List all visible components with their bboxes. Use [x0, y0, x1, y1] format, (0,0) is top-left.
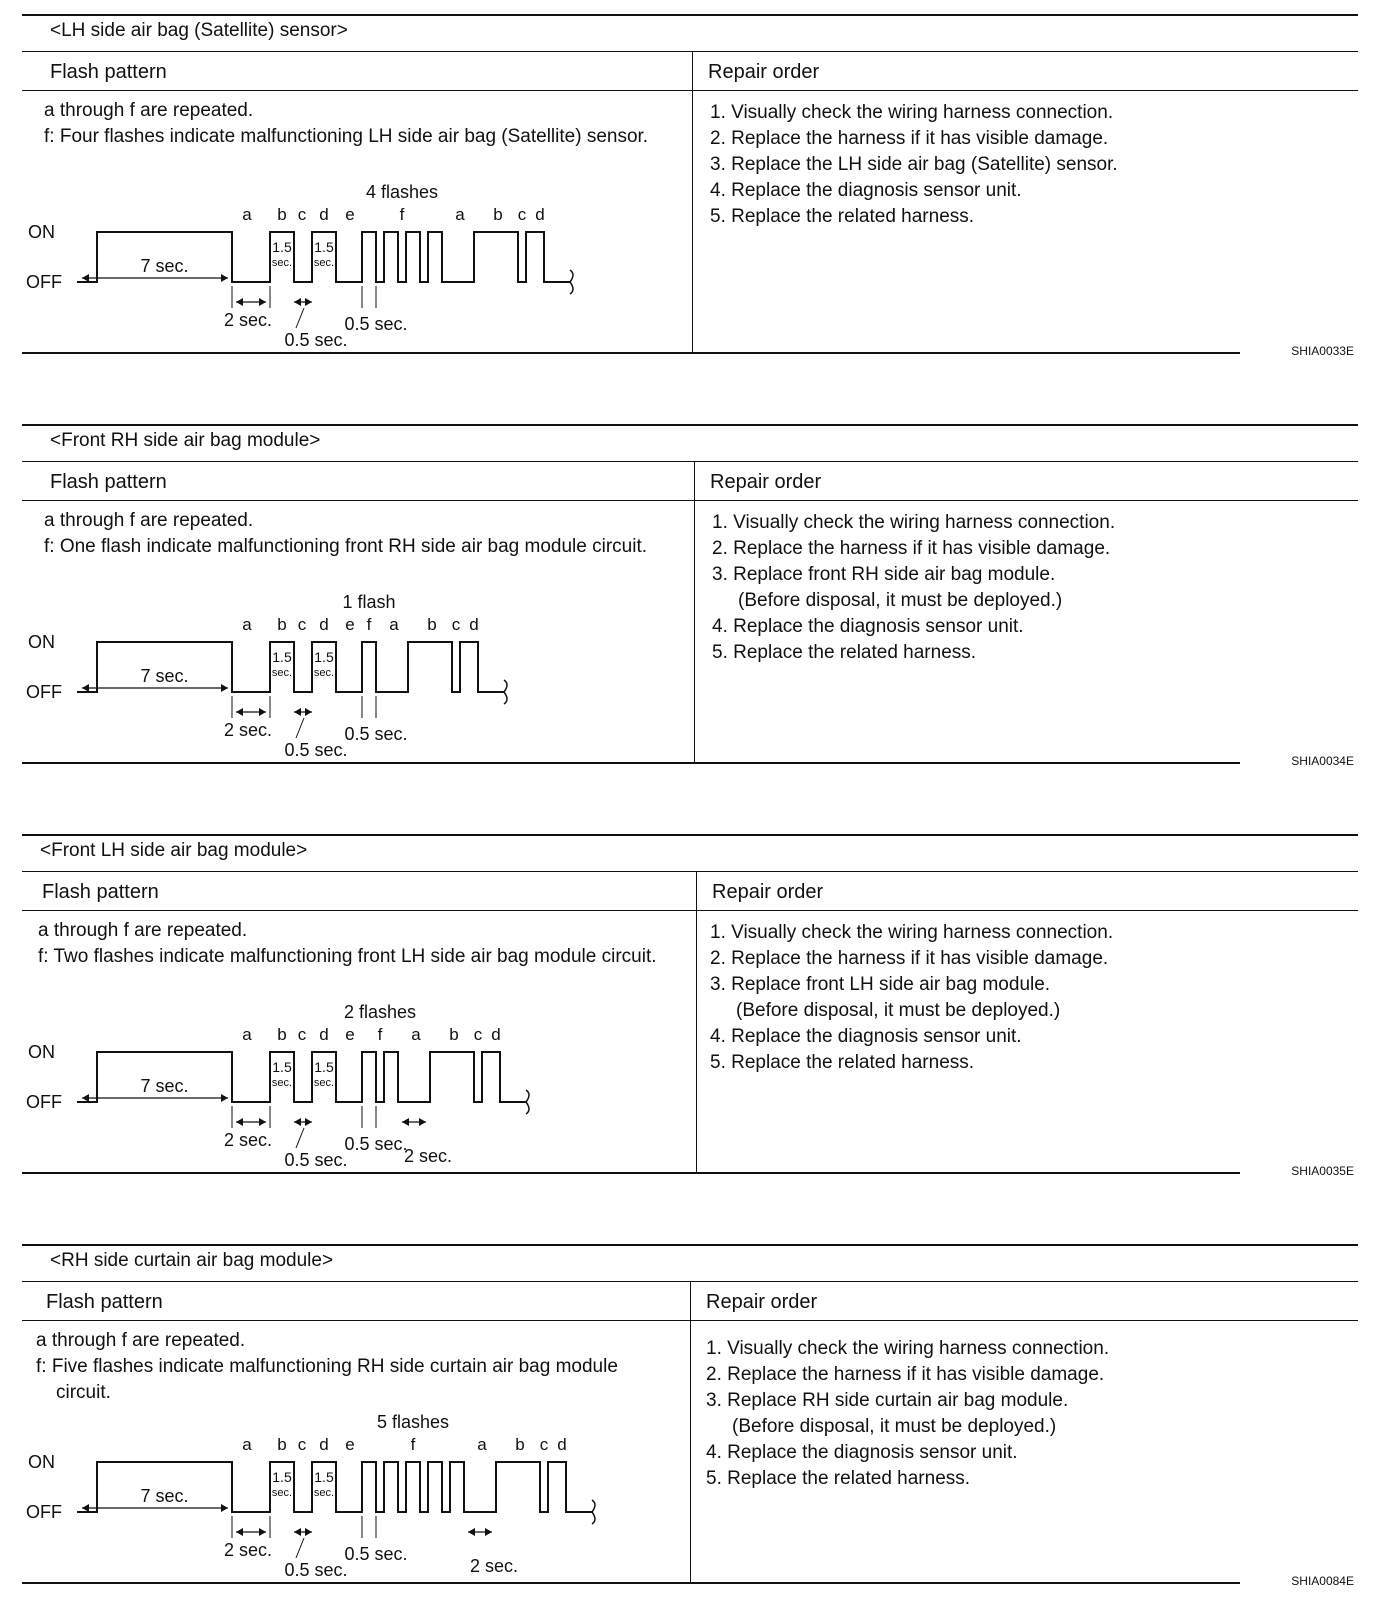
column-divider: [696, 871, 697, 1172]
repair-step: 4. Replace the diagnosis sensor unit.: [710, 1026, 1022, 1047]
repair-step: 1. Visually check the wiring harness connection.: [710, 922, 1114, 943]
repair-order-list: [706, 1336, 1109, 1492]
state-off-label: OFF: [26, 1092, 62, 1112]
repair-step: 5. Replace the related harness.: [706, 1468, 971, 1489]
bottom-rule: [22, 352, 1240, 354]
state-on-label: ON: [28, 1042, 55, 1062]
duration-label: 2 sec.: [469, 1556, 519, 1576]
arrow-head: [236, 1528, 243, 1536]
panel-title: <LH side air bag (Satellite) sensor>: [50, 20, 348, 41]
description-line: a through f are repeated.: [44, 100, 254, 121]
arrow-head: [82, 684, 89, 692]
flash-description: [44, 508, 684, 560]
duration-label: sec.: [313, 257, 335, 269]
figure-code: SHIA0033E: [1291, 344, 1354, 358]
repair-step: 5. Replace the related harness.: [710, 206, 975, 227]
segment-label: f: [377, 1025, 383, 1044]
arrow-head: [419, 1118, 426, 1126]
break-mark: [526, 1090, 529, 1114]
flash-count-label: 5 flashes: [376, 1412, 450, 1432]
arrow-head: [259, 298, 266, 306]
repair-step: 4. Replace the diagnosis sensor unit.: [706, 1442, 1018, 1463]
arrow-head: [294, 1118, 301, 1126]
figure-code: SHIA0084E: [1291, 1574, 1354, 1588]
title-rule: [22, 871, 1358, 872]
description-f-line: f: Four flashes indicate malfunctioning LH side air bag (Satellite) sensor.: [44, 126, 649, 147]
arrow-head: [236, 708, 243, 716]
segment-label: d: [557, 1435, 567, 1454]
arrow-head: [82, 274, 89, 282]
panel-title: <Front LH side air bag module>: [40, 840, 308, 861]
state-on-label: ON: [28, 1452, 55, 1472]
repair-step: 3. Replace front RH side air bag module.: [712, 564, 1056, 585]
arrow-head: [221, 684, 228, 692]
figure-code: SHIA0034E: [1291, 754, 1354, 768]
duration-label: 0.5 sec.: [344, 1544, 408, 1564]
duration-label: sec.: [313, 1077, 335, 1089]
flash-count-label: 2 flashes: [343, 1002, 417, 1022]
arrow-head: [305, 1118, 312, 1126]
duration-label: 2 sec.: [223, 720, 273, 740]
repair-order-header: Repair order: [706, 1291, 818, 1313]
segment-label: d: [491, 1025, 501, 1044]
flash-pattern-diagram: [22, 182, 662, 354]
panel-lh-side-satellite-sensor: [22, 14, 1358, 362]
segment-label: c: [451, 615, 461, 634]
segment-label: c: [297, 205, 307, 224]
bottom-rule: [22, 762, 1240, 764]
arrow-head: [82, 1504, 89, 1512]
flash-description: [38, 918, 678, 970]
segment-label: e: [345, 205, 355, 224]
duration-label: 1.5: [272, 649, 292, 665]
duration-label: 2 sec.: [223, 1130, 273, 1150]
title-rule: [22, 51, 1358, 52]
leader-line: [296, 308, 304, 328]
segment-label: f: [410, 1435, 416, 1454]
bottom-rule: [22, 1172, 1240, 1174]
panel-title: <RH side curtain air bag module>: [50, 1250, 334, 1271]
column-divider: [692, 51, 693, 352]
description-f-line: f: One flash indicate malfunctioning front RH side air bag module circuit.: [44, 536, 648, 557]
break-mark: [570, 270, 573, 294]
segment-label: a: [389, 615, 399, 634]
description-f-line: f: Five flashes indicate malfunctioning RH side curtain air bag module circuit.: [36, 1356, 618, 1403]
segment-label: c: [473, 1025, 483, 1044]
header-rule: [22, 500, 1358, 501]
panel-title: <Front RH side air bag module>: [50, 430, 321, 451]
segment-label: a: [411, 1025, 421, 1044]
segment-label: d: [319, 205, 329, 224]
panel-front-rh-side-air-bag-module: [22, 424, 1358, 772]
segment-label: b: [277, 1025, 287, 1044]
segment-label: b: [493, 205, 503, 224]
segment-label: d: [319, 1025, 329, 1044]
segment-label: e: [345, 1435, 355, 1454]
panel-front-lh-side-air-bag-module: [22, 834, 1358, 1182]
segment-label: c: [539, 1435, 549, 1454]
duration-label: 7 sec.: [140, 1076, 189, 1096]
repair-order-list: [710, 920, 1113, 1076]
duration-label: 0.5 sec.: [284, 740, 348, 760]
state-off-label: OFF: [26, 1502, 62, 1522]
segment-label: c: [297, 615, 307, 634]
panel-rh-side-curtain-air-bag-module: [22, 1244, 1358, 1592]
arrow-head: [305, 708, 312, 716]
repair-step: 4. Replace the diagnosis sensor unit.: [712, 616, 1024, 637]
flash-pattern-header: Flash pattern: [46, 1291, 163, 1313]
repair-order-header: Repair order: [708, 61, 820, 83]
top-rule: [22, 424, 1358, 426]
segment-label: a: [242, 1025, 252, 1044]
repair-step: 1. Visually check the wiring harness connection.: [710, 102, 1114, 123]
segment-label: a: [242, 615, 252, 634]
repair-step-note: (Before disposal, it must be deployed.): [732, 1416, 1057, 1437]
break-mark: [504, 680, 507, 704]
flash-pattern-diagram: [22, 1002, 662, 1174]
header-rule: [22, 910, 1358, 911]
repair-step: 2. Replace the harness if it has visible damage.: [712, 538, 1111, 559]
duration-label: 1.5: [272, 239, 292, 255]
duration-label: sec.: [271, 257, 293, 269]
duration-label: 7 sec.: [140, 1486, 189, 1506]
arrow-head: [402, 1118, 409, 1126]
repair-order-list: [712, 510, 1115, 666]
segment-label: e: [345, 1025, 355, 1044]
segment-label: d: [535, 205, 545, 224]
title-rule: [22, 461, 1358, 462]
arrow-head: [259, 1118, 266, 1126]
repair-order-header: Repair order: [710, 471, 822, 493]
segment-label: f: [366, 615, 372, 634]
repair-step: 3. Replace the LH side air bag (Satellite) sensor.: [710, 154, 1118, 175]
duration-label: sec.: [271, 667, 293, 679]
header-rule: [22, 90, 1358, 91]
flash-count-label: 4 flashes: [365, 182, 439, 202]
top-rule: [22, 834, 1358, 836]
arrow-head: [82, 1094, 89, 1102]
segment-label: e: [345, 615, 355, 634]
duration-label: 1.5: [314, 649, 334, 665]
duration-label: 7 sec.: [140, 256, 189, 276]
segment-label: b: [277, 205, 287, 224]
state-on-label: ON: [28, 222, 55, 242]
description-line: a through f are repeated.: [44, 510, 254, 531]
segment-label: d: [469, 615, 479, 634]
description-line: a through f are repeated.: [38, 920, 248, 941]
segment-label: b: [449, 1025, 459, 1044]
repair-step: 3. Replace RH side curtain air bag module.: [706, 1390, 1069, 1411]
duration-label: 7 sec.: [140, 666, 189, 686]
duration-label: sec.: [313, 667, 335, 679]
repair-step: 2. Replace the harness if it has visible damage.: [710, 948, 1109, 969]
segment-label: a: [242, 1435, 252, 1454]
arrow-head: [259, 708, 266, 716]
repair-step: 1. Visually check the wiring harness connection.: [712, 512, 1116, 533]
description-f-line: f: Two flashes indicate malfunctioning front LH side air bag module circuit.: [38, 946, 657, 967]
description-line: a through f are repeated.: [36, 1330, 246, 1351]
arrow-head: [305, 1528, 312, 1536]
flash-pattern-diagram: [22, 592, 662, 764]
top-rule: [22, 14, 1358, 16]
arrow-head: [294, 298, 301, 306]
column-divider: [690, 1281, 691, 1582]
segment-label: c: [297, 1025, 307, 1044]
segment-label: a: [455, 205, 465, 224]
figure-code: SHIA0035E: [1291, 1164, 1354, 1178]
repair-step-note: (Before disposal, it must be deployed.): [738, 590, 1063, 611]
duration-label: sec.: [271, 1487, 293, 1499]
segment-label: b: [277, 1435, 287, 1454]
arrow-head: [259, 1528, 266, 1536]
column-divider: [694, 461, 695, 762]
arrow-head: [485, 1528, 492, 1536]
duration-label: 0.5 sec.: [344, 314, 408, 334]
leader-line: [296, 1128, 304, 1148]
leader-line: [296, 1538, 304, 1558]
arrow-head: [236, 1118, 243, 1126]
repair-order-list: [710, 100, 1118, 230]
arrow-head: [468, 1528, 475, 1536]
repair-step: 4. Replace the diagnosis sensor unit.: [710, 180, 1022, 201]
arrow-head: [294, 708, 301, 716]
segment-label: c: [297, 1435, 307, 1454]
segment-label: c: [517, 205, 527, 224]
arrow-head: [221, 274, 228, 282]
duration-label: 0.5 sec.: [284, 1150, 348, 1170]
duration-label: 1.5: [314, 239, 334, 255]
arrow-head: [236, 298, 243, 306]
flash-pattern-header: Flash pattern: [42, 881, 159, 903]
flash-pattern-diagram: [22, 1412, 662, 1584]
state-on-label: ON: [28, 632, 55, 652]
arrow-head: [294, 1528, 301, 1536]
duration-label: sec.: [271, 1077, 293, 1089]
state-off-label: OFF: [26, 682, 62, 702]
flash-pattern-header: Flash pattern: [50, 471, 167, 493]
duration-label: 1.5: [314, 1469, 334, 1485]
bottom-rule: [22, 1582, 1240, 1584]
duration-label: 2 sec.: [403, 1146, 453, 1166]
segment-label: f: [399, 205, 405, 224]
state-off-label: OFF: [26, 272, 62, 292]
arrow-head: [221, 1094, 228, 1102]
segment-label: a: [477, 1435, 487, 1454]
duration-label: 1.5: [314, 1059, 334, 1075]
top-rule: [22, 1244, 1358, 1246]
arrow-head: [221, 1504, 228, 1512]
flash-description: [36, 1328, 676, 1406]
repair-step: 1. Visually check the wiring harness connection.: [706, 1338, 1110, 1359]
segment-label: b: [515, 1435, 525, 1454]
flash-count-label: 1 flash: [342, 592, 396, 612]
segment-label: d: [319, 1435, 329, 1454]
duration-label: 2 sec.: [223, 310, 273, 330]
duration-label: 0.5 sec.: [284, 330, 348, 350]
duration-label: sec.: [313, 1487, 335, 1499]
duration-label: 0.5 sec.: [344, 724, 408, 744]
duration-label: 0.5 sec.: [284, 1560, 348, 1580]
repair-step: 2. Replace the harness if it has visible damage.: [710, 128, 1109, 149]
repair-step: 5. Replace the related harness.: [712, 642, 977, 663]
duration-label: 1.5: [272, 1469, 292, 1485]
segment-label: b: [277, 615, 287, 634]
duration-label: 2 sec.: [223, 1540, 273, 1560]
repair-step: 2. Replace the harness if it has visible damage.: [706, 1364, 1105, 1385]
flash-description: [44, 98, 684, 150]
arrow-head: [305, 298, 312, 306]
repair-step: 3. Replace front LH side air bag module.: [710, 974, 1051, 995]
break-mark: [592, 1500, 595, 1524]
segment-label: d: [319, 615, 329, 634]
flash-pattern-header: Flash pattern: [50, 61, 167, 83]
segment-label: a: [242, 205, 252, 224]
repair-step: 5. Replace the related harness.: [710, 1052, 975, 1073]
duration-label: 0.5 sec.: [344, 1134, 408, 1154]
repair-step-note: (Before disposal, it must be deployed.): [736, 1000, 1061, 1021]
leader-line: [296, 718, 304, 738]
segment-label: b: [427, 615, 437, 634]
duration-label: 1.5: [272, 1059, 292, 1075]
repair-order-header: Repair order: [712, 881, 824, 903]
